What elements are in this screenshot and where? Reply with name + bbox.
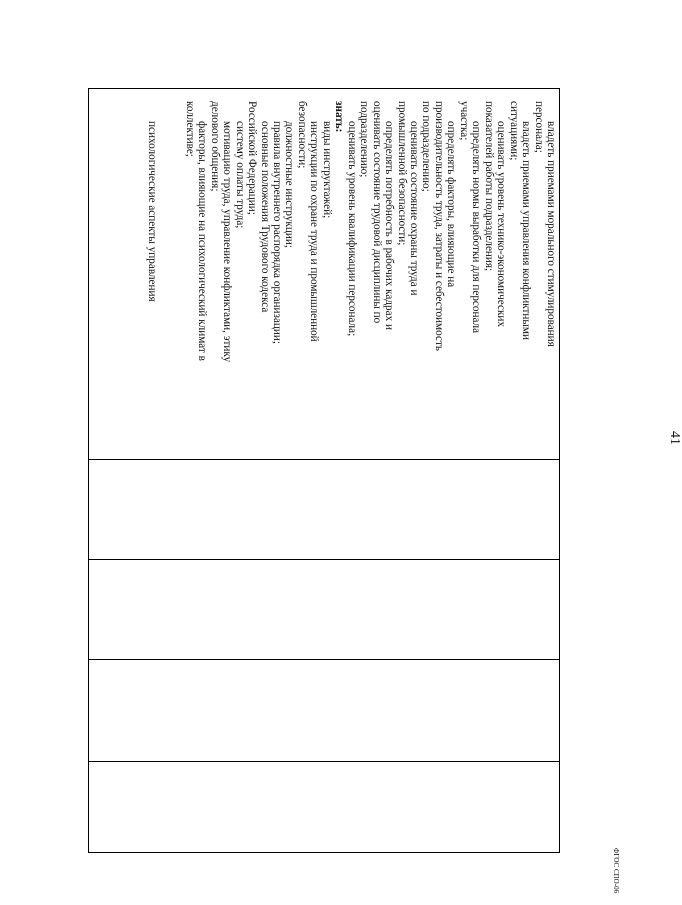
text-line: знать: [333,101,346,133]
text-line: психологические аспекты управления [146,121,159,302]
document-code: ФГОС СПО-06 [612,848,620,894]
text-line: мотивацию труда, управление конфликтами, этику [221,121,234,363]
text-line: владеть приемами морального стимулирования [545,121,557,347]
text-line: промышленной безопасности; [395,101,408,246]
text-line: определять нормы выработки для персонала [470,121,483,334]
text-line: ситуациями; [507,101,520,161]
text-line: определять факторы, влияющие на [445,121,458,288]
text-line: факторы, влияющие на психологический климат в [196,121,209,361]
column-divider [89,659,559,660]
text-line: виды инструктажей; [320,121,333,219]
page-number: 41 [667,431,682,445]
column-divider [89,459,559,460]
text-line: по подразделению; [420,101,433,192]
text-line: коллективе; [183,101,196,157]
competency-table [88,88,560,853]
text-line: должностные инструкции; [283,121,296,248]
text-line: основные положения Трудового кодекса [258,121,271,313]
text-line [171,101,183,453]
text-line: инструкции по охране труда и промышленной [308,121,321,342]
text-line: показателей работы подразделения; [482,101,495,272]
text-line: владеть приемами управления конфликтными [520,121,533,340]
text-line: оценивать состояние трудовой дисциплины по [370,101,383,324]
text-line: персонала; [532,101,545,153]
column-divider [89,761,559,762]
text-line: участка; [457,101,470,141]
text-line: оценивать уровень квалификации персонала; [345,121,358,337]
text-line: правила внутреннего распорядка организации; [271,121,284,344]
text-line: определять потребность в рабочих кадрах и [383,121,396,330]
column-divider [89,559,559,560]
text-line: безопасности; [295,101,308,169]
text-line [159,101,171,453]
table-cell-skills-knowledge [87,89,559,459]
rotated-page-content [88,88,682,853]
text-line: оценивать уровень технико-экономических [495,121,508,327]
text-line: систему оплаты труда; [233,121,246,229]
text-line: производительность труда, затраты и себестоимость [432,101,445,351]
text-line: делового общения; [208,101,221,192]
text-line: подразделению; [358,101,371,178]
text-line: оценивать состояние охраны труда и [408,121,421,296]
text-line: Российской Федерации; [246,101,259,215]
